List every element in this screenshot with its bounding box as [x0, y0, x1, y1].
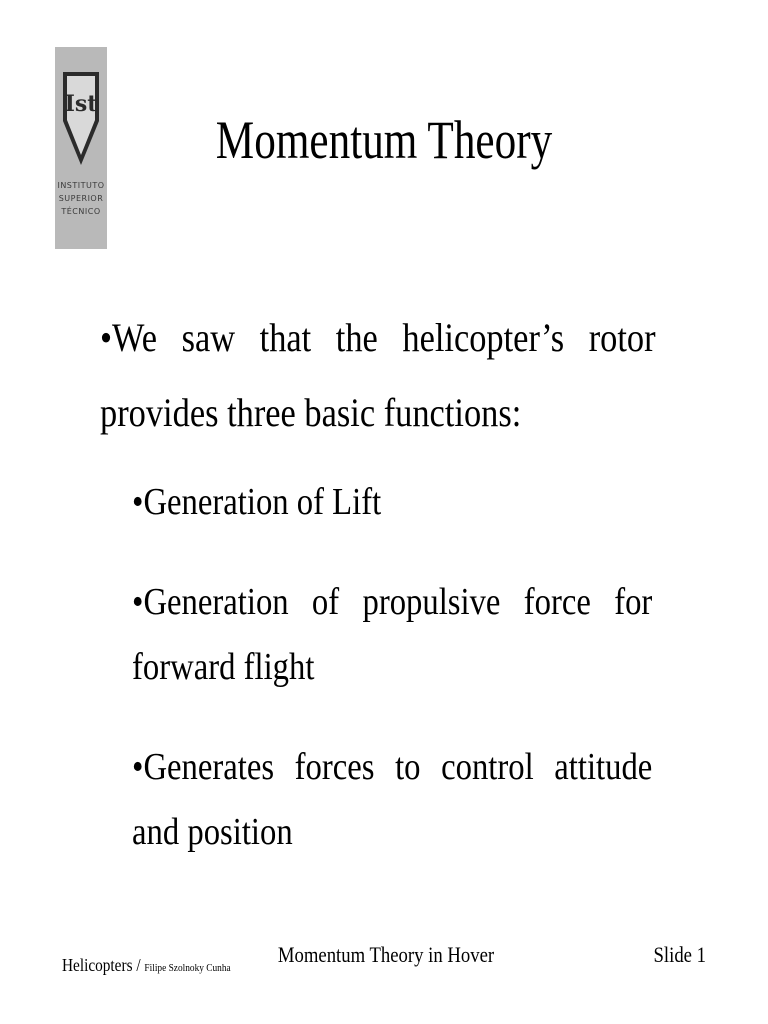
sub-bullet-propulsion: •Generation of propulsive force for forward flight	[132, 581, 653, 688]
slide-number: Slide 1	[653, 942, 706, 967]
author-name: Filipe Szolnoky Cunha	[144, 962, 231, 974]
footer-course	[62, 953, 231, 980]
footer-topic: Momentum Theory in Hover	[277, 942, 495, 967]
logo-line: SUPERIOR	[58, 194, 104, 203]
logo-line: INSTITUTO	[57, 181, 105, 190]
course-name: Helicopters /	[62, 955, 141, 975]
sub-bullet-control: •Generates forces to control attitude and position	[132, 746, 653, 853]
logo-line: TÉCNICO	[61, 207, 101, 216]
sub-bullet-lift: •Generation of Lift	[132, 481, 382, 523]
slide-title: Momentum Theory	[215, 110, 553, 170]
logo-wordmark	[55, 179, 107, 218]
intro-bullet: •We saw that the helicopter’s rotor provides three basic functions:	[100, 315, 656, 435]
svg-text:Ist: Ist	[64, 91, 98, 117]
